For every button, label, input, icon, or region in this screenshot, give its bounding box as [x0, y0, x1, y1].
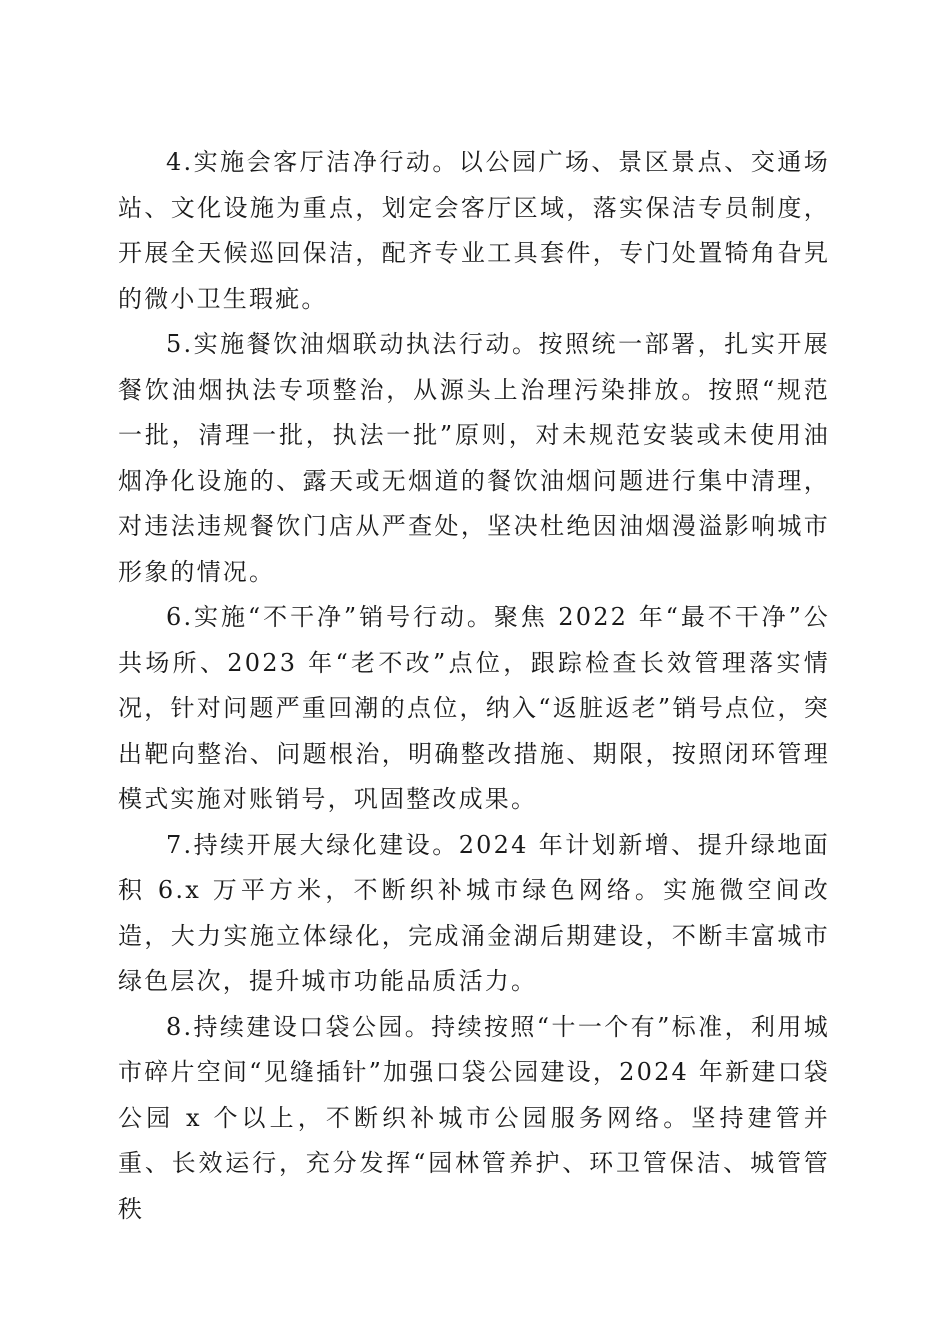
paragraph-6: [118, 595, 830, 823]
paragraph-text: 实施“不干净”销号行动。聚焦 2022 年“最不干净”公共场所、2023 年“老不改”点位，跟踪检查长效管理落实情况，针对问题严重回潮的点位，纳入“返脏返老”销号点位，突出靶向整治、问题根治，明确整改措施、期限，按照闭环管理模式实施对账销号，巩固整改成果。: [118, 603, 830, 813]
paragraph-number: 6.: [166, 603, 194, 631]
document-body: [118, 140, 830, 1232]
paragraph-5: [118, 322, 830, 595]
paragraph-number: 8.: [166, 1012, 194, 1041]
paragraph-text: 实施会客厅洁净行动。以公园广场、景区景点、交通场站、文化设施为重点，划定会客厅区域，落实保洁专员制度，开展全天候巡回保洁，配齐专业工具套件，专门处置犄角旮旯的微小卫生瑕疵。: [118, 148, 830, 313]
paragraph-number: 5.: [166, 330, 194, 358]
paragraph-text: 实施餐饮油烟联动执法行动。按照统一部署，扎实开展餐饮油烟执法专项整治，从源头上治理污染排放。按照“规范一批，清理一批，执法一批”原则，对未规范安装或未使用油烟净化设施的、露天或无烟道的餐饮油烟问题进行集中清理，对违法违规餐饮门店从严查处，坚决杜绝因油烟漫溢影响城市形象的情况。: [118, 330, 830, 586]
paragraph-number: 7.: [166, 830, 194, 859]
paragraph-text: 持续开展大绿化建设。2024 年计划新增、提升绿地面积 6.x 万平方米，不断织补城市绿色网络。实施微空间改造，大力实施立体绿化，完成涌金湖后期建设，不断丰富城市绿色层次，提升城市功能品质活力。: [118, 830, 830, 995]
paragraph-number: 4.: [166, 148, 194, 176]
paragraph-text: 持续建设口袋公园。持续按照“十一个有”标准，利用城市碎片空间“见缝插针”加强口袋公园建设，2024 年新建口袋公园 x 个以上，不断织补城市公园服务网络。坚持建管并重、长效运行，充分发挥“园林管养护、环卫管保洁、城管管秩: [118, 1012, 830, 1223]
paragraph-8: [118, 1005, 830, 1233]
paragraph-7: [118, 823, 830, 1005]
paragraph-4: [118, 140, 830, 322]
